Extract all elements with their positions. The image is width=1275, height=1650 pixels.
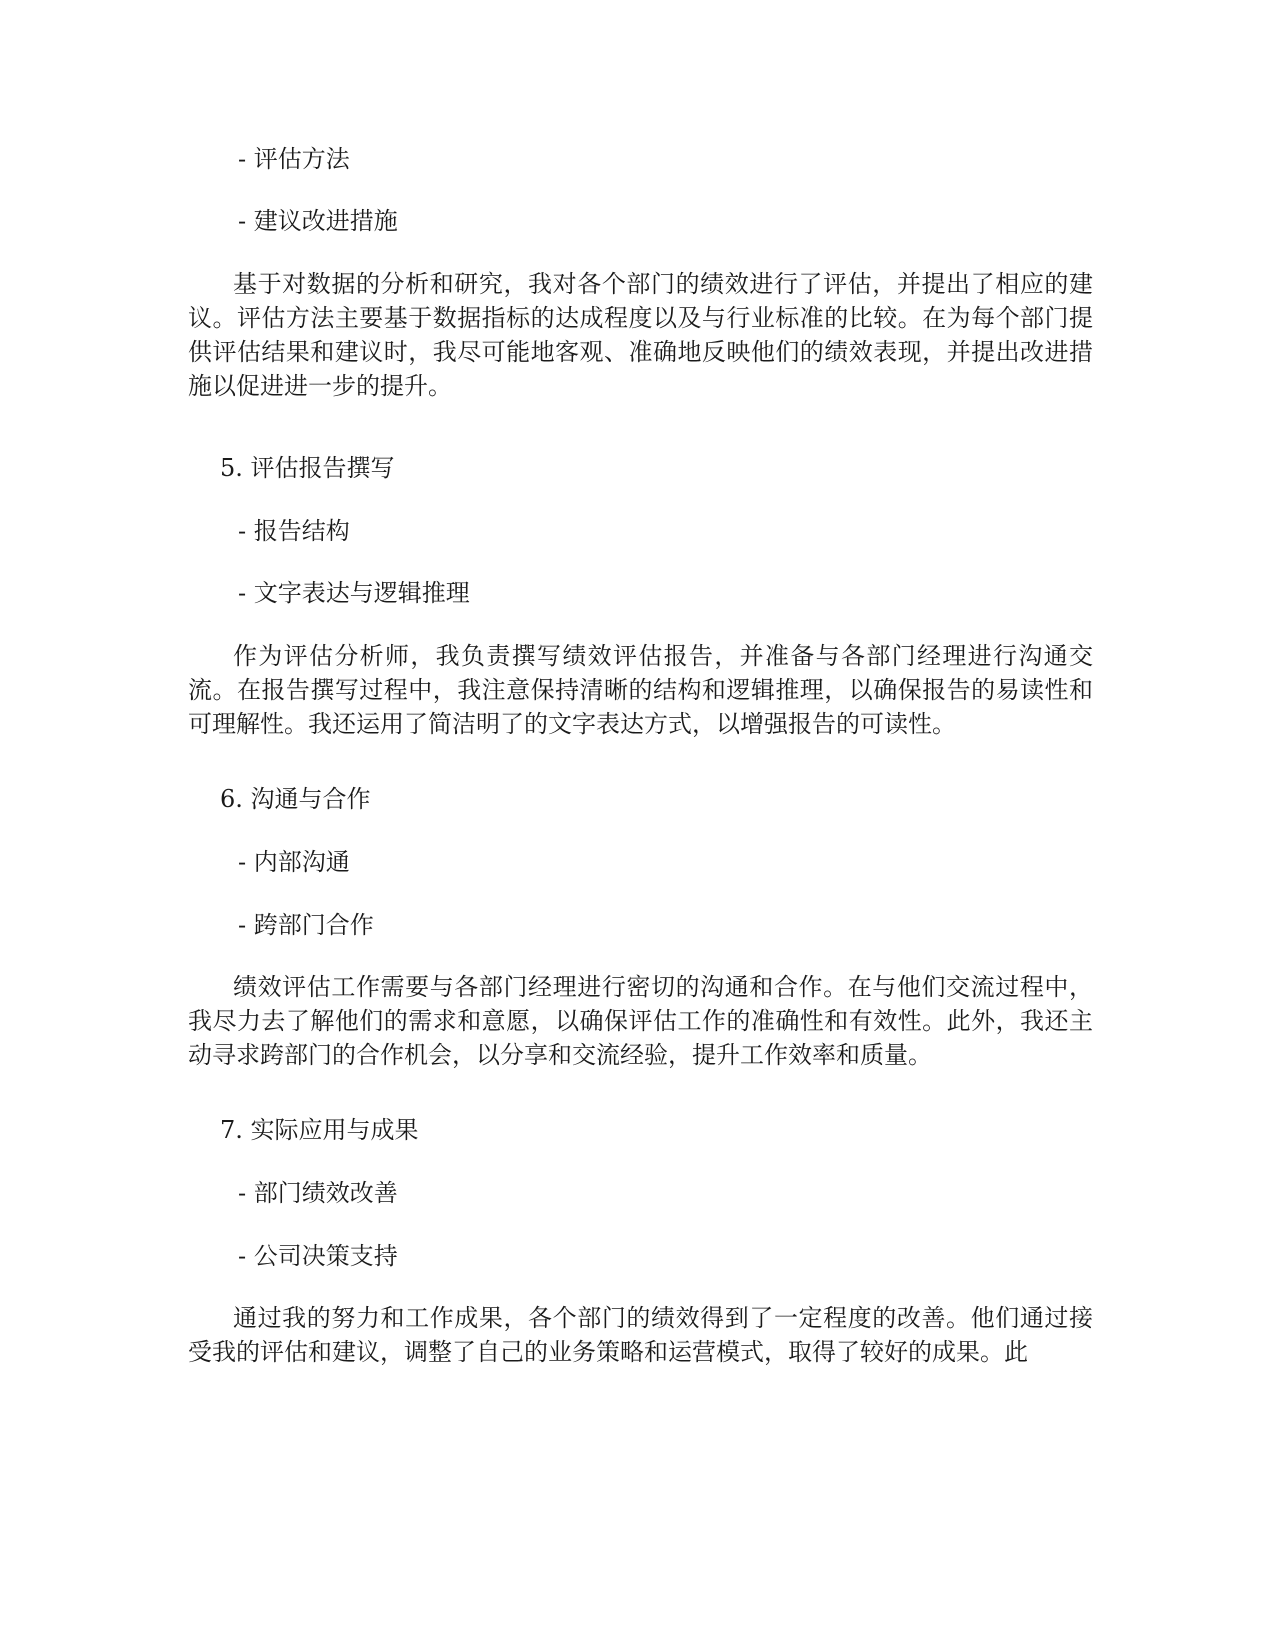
subitem-evaluation-method: - 评估方法 xyxy=(238,145,350,173)
subitem-text-logic: - 文字表达与逻辑推理 xyxy=(238,579,470,607)
subitem-decision-support: - 公司决策支持 xyxy=(238,1242,398,1270)
paragraph-report-writing: 作为评估分析师，我负责撰写绩效评估报告，并准备与各部门经理进行沟通交流。在报告撰写过程中，我注意保持清晰的结构和逻辑推理，以确保报告的易读性和可理解性。我还运用了简洁明了的文字表达方式，以增强报告的可读性。 xyxy=(188,642,1093,738)
paragraph-results: 通过我的努力和工作成果，各个部门的绩效得到了一定程度的改善。他们通过接受我的评估和建议，调整了自己的业务策略和运营模式，取得了较好的成果。此 xyxy=(188,1304,1093,1366)
subitem-cross-department: - 跨部门合作 xyxy=(238,911,374,939)
paragraph-evaluation: 基于对数据的分析和研究，我对各个部门的绩效进行了评估，并提出了相应的建议。评估方法主要基于数据指标的达成程度以及与行业标准的比较。在为每个部门提供评估结果和建议时，我尽可能地客观、准确地反映他们的绩效表现，并提出改进措施以促进进一步的提升。 xyxy=(188,270,1093,400)
subitem-improvement-measures: - 建议改进措施 xyxy=(238,207,398,235)
heading-application-results: 7. 实际应用与成果 xyxy=(220,1116,419,1144)
heading-communication: 6. 沟通与合作 xyxy=(220,785,371,813)
subitem-internal-communication: - 内部沟通 xyxy=(238,848,350,876)
paragraph-communication: 绩效评估工作需要与各部门经理进行密切的沟通和合作。在与他们交流过程中，我尽力去了解他们的需求和意愿，以确保评估工作的准确性和有效性。此外，我还主动寻求跨部门的合作机会，以分享和交流经验，提升工作效率和质量。 xyxy=(188,973,1093,1069)
subitem-report-structure: - 报告结构 xyxy=(238,517,350,545)
heading-report-writing: 5. 评估报告撰写 xyxy=(220,454,395,482)
subitem-department-improvement: - 部门绩效改善 xyxy=(238,1179,398,1207)
